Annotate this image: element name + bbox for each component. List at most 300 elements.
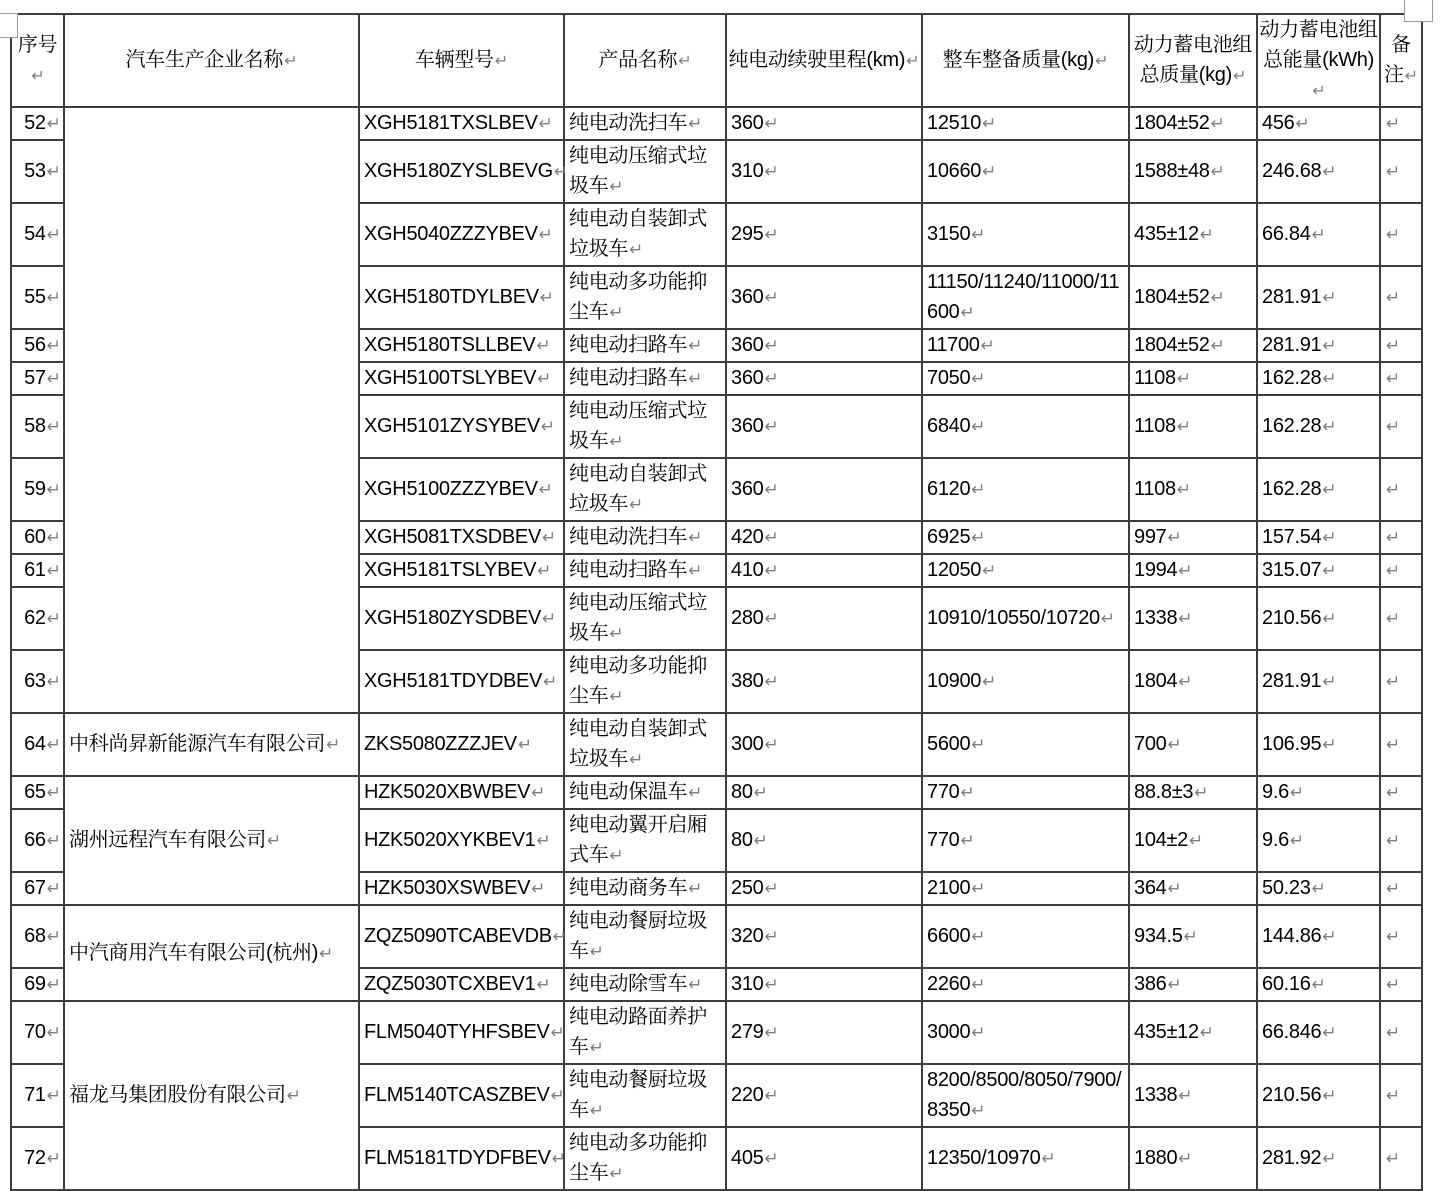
cell-electric-range[interactable]: 420↵ [726,521,922,554]
cell-vehicle-model[interactable]: XGH5101ZYSYBEV↵ [359,395,564,458]
cell-product-name[interactable]: 纯电动自装卸式垃圾车↵ [564,203,726,266]
table-row-70 [11,1001,1422,1064]
end-of-cell-mark: ↵ [46,879,61,899]
cell-vehicle-model[interactable]: XGH5181TSLYBEV↵ [359,554,564,587]
cell-vehicle-model[interactable]: XGH5181TXSLBEV↵ [359,107,564,140]
cell-curb-weight[interactable]: 10910/10550/10720↵ [922,587,1129,650]
cell-battery-mass[interactable]: 386↵ [1129,968,1257,1001]
end-of-cell-mark: ↵ [764,927,779,947]
cell-product-name[interactable]: 纯电动多功能抑尘车↵ [564,650,726,713]
cell-remark[interactable] [1380,809,1422,872]
end-of-cell-mark: ↵ [764,528,779,548]
cell-electric-range[interactable]: 360↵ [726,107,922,140]
cell-vehicle-model[interactable]: FLM5040TYHFSBEV↵ [359,1001,564,1064]
column-header-model[interactable]: 车辆型号↵ [359,14,564,107]
end-of-cell-mark: ↵ [494,51,509,70]
cell-remark[interactable] [1380,905,1422,968]
cell-company-name[interactable]: 湖州远程汽车有限公司↵ [64,776,359,905]
cell-product-name[interactable]: 纯电动扫路车↵ [564,362,726,395]
cell-serial-number[interactable]: 59↵ [11,458,64,521]
end-of-cell-mark: ↵ [589,1101,604,1121]
cell-vehicle-model[interactable]: FLM5181TDYDFBEV↵ [359,1127,564,1190]
end-of-cell-mark: ↵ [1386,735,1401,755]
end-of-cell-mark: ↵ [538,225,553,245]
cell-product-name[interactable]: 纯电动商务车↵ [564,872,726,905]
cell-curb-weight[interactable]: 11700↵ [922,329,1129,362]
end-of-cell-mark: ↵ [1199,1023,1215,1043]
cell-company-name[interactable]: 中科尚昇新能源汽车有限公司↵ [64,713,359,776]
end-of-cell-mark: ↵ [764,480,779,500]
cell-serial-number[interactable]: 70↵ [11,1001,64,1064]
cell-battery-mass[interactable]: 1338↵ [1129,587,1257,650]
end-of-cell-mark: ↵ [1322,162,1337,182]
end-of-cell-mark: ↵ [46,831,61,851]
cell-product-name[interactable]: 纯电动自装卸式垃圾车↵ [564,458,726,521]
cell-product-name[interactable]: 纯电动路面养护车↵ [564,1001,726,1064]
end-of-cell-mark: ↵ [46,1149,61,1169]
cell-serial-number[interactable]: 52↵ [11,107,64,140]
end-of-cell-mark: ↵ [552,927,568,947]
cell-electric-range[interactable]: 280↵ [726,587,922,650]
end-of-cell-mark: ↵ [1289,783,1305,803]
cell-vehicle-model[interactable]: XGH5100TSLYBEV↵ [359,362,564,395]
cell-vehicle-model[interactable]: HZK5030XSWBEV↵ [359,872,564,905]
cell-electric-range[interactable]: 220↵ [726,1064,922,1127]
end-of-cell-mark: ↵ [971,417,986,437]
end-of-cell-mark: ↵ [1178,561,1193,581]
end-of-cell-mark: ↵ [284,51,298,70]
cell-vehicle-model[interactable]: XGH5081TXSDBEV↵ [359,521,564,554]
cell-battery-energy[interactable]: 157.54↵ [1257,521,1380,554]
end-of-cell-mark: ↵ [1167,879,1182,899]
cell-battery-energy[interactable]: 246.68↵ [1257,140,1380,203]
end-of-cell-mark: ↵ [688,783,703,803]
cell-vehicle-model[interactable]: XGH5100ZZZYBEV↵ [359,458,564,521]
cell-serial-number[interactable]: 67↵ [11,872,64,905]
cell-curb-weight[interactable]: 3000↵ [922,1001,1129,1064]
cell-battery-mass[interactable]: 1804±52↵ [1129,107,1257,140]
cell-company-name[interactable] [64,107,359,713]
end-of-cell-mark: ↵ [1386,831,1401,851]
cell-electric-range[interactable]: 360↵ [726,329,922,362]
end-of-cell-mark: ↵ [971,1101,986,1121]
cell-battery-energy[interactable]: 60.16↵ [1257,968,1380,1001]
column-header-curb_weight_kg[interactable]: 整车整备质量(kg)↵ [922,14,1129,107]
cell-curb-weight[interactable]: 12350/10970↵ [922,1127,1129,1190]
cell-battery-energy[interactable]: 162.28↵ [1257,458,1380,521]
cell-battery-energy[interactable]: 66.84↵ [1257,203,1380,266]
cell-battery-energy[interactable]: 210.56↵ [1257,587,1380,650]
cell-curb-weight[interactable]: 7050↵ [922,362,1129,395]
end-of-cell-mark: ↵ [1322,672,1337,692]
end-of-cell-mark: ↵ [1322,480,1337,500]
cell-vehicle-model[interactable]: XGH5180ZYSLBEVG↵ [359,140,564,203]
end-of-cell-mark: ↵ [1095,51,1109,70]
cell-product-name[interactable]: 纯电动多功能抑尘车↵ [564,1127,726,1190]
cell-vehicle-model[interactable]: FLM5140TCASZBEV↵ [359,1064,564,1127]
cell-remark[interactable] [1380,1127,1422,1190]
vehicle-catalog-table-wrap [10,13,1423,1191]
cell-curb-weight[interactable]: 10660↵ [922,140,1129,203]
table-resize-handle[interactable] [1404,0,1433,22]
end-of-cell-mark: ↵ [46,114,61,134]
cell-battery-mass[interactable]: 1804↵ [1129,650,1257,713]
end-of-cell-mark: ↵ [1386,879,1401,899]
end-of-cell-mark: ↵ [1199,225,1215,245]
cell-battery-energy[interactable]: 315.07↵ [1257,554,1380,587]
cell-serial-number[interactable]: 55↵ [11,266,64,329]
end-of-cell-mark: ↵ [764,1023,779,1043]
end-of-cell-mark: ↵ [537,561,552,581]
cell-electric-range[interactable]: 360↵ [726,458,922,521]
cell-serial-number[interactable]: 71↵ [11,1064,64,1127]
column-header-battery_energy_kwh[interactable]: 动力蓄电池组 总能量(kWh)↵ [1257,14,1380,107]
end-of-cell-mark: ↵ [1210,336,1225,356]
end-of-cell-mark: ↵ [1322,528,1337,548]
cell-curb-weight[interactable]: 3150↵ [922,203,1129,266]
cell-remark[interactable] [1380,650,1422,713]
cell-remark[interactable] [1380,713,1422,776]
cell-battery-mass[interactable]: 997↵ [1129,521,1257,554]
cell-remark[interactable] [1380,776,1422,809]
cell-battery-energy[interactable]: 50.23↵ [1257,872,1380,905]
cell-remark[interactable] [1380,968,1422,1001]
cell-battery-energy[interactable]: 66.846↵ [1257,1001,1380,1064]
cell-electric-range[interactable]: 360↵ [726,362,922,395]
cell-battery-energy[interactable]: 456↵ [1257,107,1380,140]
cell-electric-range[interactable]: 380↵ [726,650,922,713]
end-of-cell-mark: ↵ [629,750,644,770]
cell-battery-mass[interactable]: 1108↵ [1129,395,1257,458]
cell-battery-mass[interactable]: 1804±52↵ [1129,329,1257,362]
cell-remark[interactable] [1380,521,1422,554]
end-of-cell-mark: ↵ [1386,369,1401,389]
cell-vehicle-model[interactable]: ZQZ5030TCXBEV1↵ [359,968,564,1001]
cell-electric-range[interactable]: 250↵ [726,872,922,905]
end-of-cell-mark: ↵ [629,240,644,260]
cell-company-name[interactable]: 中汽商用汽车有限公司(杭州)↵ [64,905,359,1001]
end-of-cell-mark: ↵ [609,177,624,197]
header-row [11,14,1422,107]
cell-vehicle-model[interactable]: XGH5180TSLLBEV↵ [359,329,564,362]
table-move-handle[interactable] [0,13,18,38]
end-of-cell-mark: ↵ [1386,480,1401,500]
cell-remark[interactable] [1380,203,1422,266]
cell-curb-weight[interactable]: 12050↵ [922,554,1129,587]
column-header-range_km[interactable]: 纯电动续驶里程(km)↵ [726,14,922,107]
cell-electric-range[interactable]: 279↵ [726,1001,922,1064]
end-of-cell-mark: ↵ [1386,1023,1401,1043]
end-of-cell-mark: ↵ [688,369,703,389]
cell-vehicle-model[interactable]: XGH5181TDYDBEV↵ [359,650,564,713]
cell-remark[interactable] [1380,395,1422,458]
cell-curb-weight[interactable]: 6600↵ [922,905,1129,968]
end-of-cell-mark: ↵ [46,225,61,245]
cell-battery-energy[interactable]: 281.91↵ [1257,650,1380,713]
cell-vehicle-model[interactable]: XGH5180ZYSDBEV↵ [359,587,564,650]
cell-electric-range[interactable]: 405↵ [726,1127,922,1190]
end-of-cell-mark: ↵ [688,336,703,356]
cell-battery-energy[interactable]: 281.91↵ [1257,329,1380,362]
end-of-cell-mark: ↵ [538,480,553,500]
end-of-cell-mark: ↵ [46,561,61,581]
cell-serial-number[interactable]: 62↵ [11,587,64,650]
cell-battery-mass[interactable]: 1588±48↵ [1129,140,1257,203]
end-of-cell-mark: ↵ [1311,879,1326,899]
cell-battery-energy[interactable]: 162.28↵ [1257,362,1380,395]
end-of-cell-mark: ↵ [764,975,779,995]
end-of-cell-mark: ↵ [609,303,624,323]
cell-serial-number[interactable]: 60↵ [11,521,64,554]
end-of-cell-mark: ↵ [1322,369,1337,389]
cell-battery-mass[interactable]: 1804±52↵ [1129,266,1257,329]
end-of-cell-mark: ↵ [553,162,569,182]
end-of-cell-mark: ↵ [46,369,61,389]
cell-battery-energy[interactable]: 9.6↵ [1257,776,1380,809]
cell-product-name[interactable]: 纯电动多功能抑尘车↵ [564,266,726,329]
end-of-cell-mark: ↵ [46,288,61,308]
cell-battery-energy[interactable]: 106.95↵ [1257,713,1380,776]
end-of-cell-mark: ↵ [550,1023,565,1043]
cell-battery-mass[interactable]: 104±2↵ [1129,809,1257,872]
cell-electric-range[interactable]: 320↵ [726,905,922,968]
end-of-cell-mark: ↵ [764,369,779,389]
cell-battery-mass[interactable]: 1994↵ [1129,554,1257,587]
cell-curb-weight[interactable]: 12510↵ [922,107,1129,140]
end-of-cell-mark: ↵ [1178,1149,1193,1169]
cell-remark[interactable] [1380,107,1422,140]
cell-vehicle-model[interactable]: XGH5180TDYLBEV↵ [359,266,564,329]
end-of-cell-mark: ↵ [1386,114,1401,134]
cell-product-name[interactable]: 纯电动压缩式垃圾车↵ [564,140,726,203]
table-row-65 [11,776,1422,809]
cell-vehicle-model[interactable]: HZK5020XBWBEV↵ [359,776,564,809]
cell-vehicle-model[interactable]: XGH5040ZZZYBEV↵ [359,203,564,266]
cell-product-name[interactable]: 纯电动压缩式垃圾车↵ [564,587,726,650]
end-of-cell-mark: ↵ [46,528,61,548]
end-of-cell-mark: ↵ [536,831,551,851]
end-of-cell-mark: ↵ [1176,369,1192,389]
cell-curb-weight[interactable]: 6120↵ [922,458,1129,521]
end-of-cell-mark: ↵ [1311,975,1326,995]
cell-battery-mass[interactable]: 435±12↵ [1129,1001,1257,1064]
cell-remark[interactable] [1380,1064,1422,1127]
cell-electric-range[interactable]: 310↵ [726,140,922,203]
cell-electric-range[interactable]: 410↵ [726,554,922,587]
end-of-cell-mark: ↵ [753,831,768,851]
cell-product-name[interactable]: 纯电动翼开启厢式车↵ [564,809,726,872]
cell-remark[interactable] [1380,1001,1422,1064]
cell-remark[interactable] [1380,554,1422,587]
cell-serial-number[interactable]: 56↵ [11,329,64,362]
end-of-cell-mark: ↵ [1100,609,1116,629]
cell-electric-range[interactable]: 310↵ [726,968,922,1001]
cell-battery-mass[interactable]: 88.8±3↵ [1129,776,1257,809]
end-of-cell-mark: ↵ [1167,975,1182,995]
cell-curb-weight[interactable]: 10900↵ [922,650,1129,713]
cell-battery-mass[interactable]: 1880↵ [1129,1127,1257,1190]
end-of-cell-mark: ↵ [1386,609,1401,629]
cell-curb-weight[interactable]: 5600↵ [922,713,1129,776]
cell-remark[interactable] [1380,872,1422,905]
end-of-cell-mark: ↵ [531,783,546,803]
cell-battery-mass[interactable]: 364↵ [1129,872,1257,905]
cell-battery-mass[interactable]: 1108↵ [1129,458,1257,521]
column-header-company[interactable]: 汽车生产企业名称↵ [64,14,359,107]
end-of-cell-mark: ↵ [971,927,986,947]
cell-serial-number[interactable]: 63↵ [11,650,64,713]
end-of-cell-mark: ↵ [764,336,779,356]
end-of-cell-mark: ↵ [960,831,975,851]
end-of-cell-mark: ↵ [1311,225,1326,245]
cell-curb-weight[interactable]: 2100↵ [922,872,1129,905]
end-of-cell-mark: ↵ [960,303,975,323]
end-of-cell-mark: ↵ [46,609,61,629]
end-of-cell-mark: ↵ [1322,609,1337,629]
cell-serial-number[interactable]: 64↵ [11,713,64,776]
cell-product-name[interactable]: 纯电动除雪车↵ [564,968,726,1001]
cell-serial-number[interactable]: 65↵ [11,776,64,809]
cell-serial-number[interactable]: 72↵ [11,1127,64,1190]
end-of-cell-mark: ↵ [540,417,556,437]
cell-vehicle-model[interactable]: ZQZ5090TCABEVDB↵ [359,905,564,968]
cell-battery-energy[interactable]: 144.86↵ [1257,905,1380,968]
vehicle-catalog-table [10,13,1423,1191]
end-of-cell-mark: ↵ [1176,480,1192,500]
end-of-cell-mark: ↵ [1176,417,1192,437]
cell-electric-range[interactable]: 80↵ [726,809,922,872]
cell-battery-energy[interactable]: 210.56↵ [1257,1064,1380,1127]
cell-product-name[interactable]: 纯电动保温车↵ [564,776,726,809]
end-of-cell-mark: ↵ [538,114,553,134]
cell-electric-range[interactable]: 360↵ [726,266,922,329]
cell-vehicle-model[interactable]: ZKS5080ZZZJEV↵ [359,713,564,776]
end-of-cell-mark: ↵ [764,609,779,629]
cell-battery-mass[interactable]: 934.5↵ [1129,905,1257,968]
end-of-cell-mark: ↵ [1188,831,1204,851]
cell-curb-weight[interactable]: 770↵ [922,809,1129,872]
end-of-cell-mark: ↵ [971,735,986,755]
column-header-remark[interactable]: 备注↵ [1380,14,1422,107]
cell-serial-number[interactable]: 57↵ [11,362,64,395]
end-of-cell-mark: ↵ [960,783,975,803]
cell-serial-number[interactable]: 66↵ [11,809,64,872]
end-of-cell-mark: ↵ [589,942,604,962]
cell-serial-number[interactable]: 53↵ [11,140,64,203]
cell-remark[interactable] [1380,329,1422,362]
cell-battery-mass[interactable]: 435±12↵ [1129,203,1257,266]
end-of-cell-mark: ↵ [1322,1023,1337,1043]
end-of-cell-mark: ↵ [982,114,997,134]
column-header-no[interactable]: 序号↵ [11,14,64,107]
end-of-cell-mark: ↵ [1178,1086,1193,1106]
cell-curb-weight[interactable]: 770↵ [922,776,1129,809]
end-of-cell-mark: ↵ [537,369,552,389]
end-of-cell-mark: ↵ [764,114,779,134]
cell-product-name[interactable]: 纯电动餐厨垃圾车↵ [564,1064,726,1127]
cell-battery-mass[interactable]: 1108↵ [1129,362,1257,395]
end-of-cell-mark: ↵ [517,735,533,755]
cell-remark[interactable] [1380,140,1422,203]
end-of-cell-mark: ↵ [1167,735,1182,755]
cell-company-name[interactable]: 福龙马集团股份有限公司↵ [64,1001,359,1190]
end-of-cell-mark: ↵ [46,1023,61,1043]
end-of-cell-mark: ↵ [1386,672,1401,692]
cell-serial-number[interactable]: 61↵ [11,554,64,587]
cell-serial-number[interactable]: 68↵ [11,905,64,968]
cell-vehicle-model[interactable]: HZK5020XYKBEV1↵ [359,809,564,872]
end-of-cell-mark: ↵ [1312,81,1326,100]
end-of-cell-mark: ↵ [1322,927,1337,947]
end-of-cell-mark: ↵ [326,735,341,755]
end-of-cell-mark: ↵ [1322,735,1337,755]
end-of-cell-mark: ↵ [46,336,61,356]
end-of-cell-mark: ↵ [1386,225,1401,245]
cell-remark[interactable] [1380,266,1422,329]
cell-battery-energy[interactable]: 162.28↵ [1257,395,1380,458]
cell-product-name[interactable]: 纯电动自装卸式垃圾车↵ [564,713,726,776]
column-header-product[interactable]: 产品名称↵ [564,14,726,107]
cell-battery-energy[interactable]: 281.92↵ [1257,1127,1380,1190]
cell-serial-number[interactable]: 69↵ [11,968,64,1001]
cell-electric-range[interactable]: 295↵ [726,203,922,266]
cell-battery-energy[interactable]: 9.6↵ [1257,809,1380,872]
cell-electric-range[interactable]: 300↵ [726,713,922,776]
end-of-cell-mark: ↵ [1210,288,1225,308]
cell-serial-number[interactable]: 58↵ [11,395,64,458]
end-of-cell-mark: ↵ [1386,927,1401,947]
cell-product-name[interactable]: 纯电动扫路车↵ [564,554,726,587]
end-of-cell-mark: ↵ [764,417,779,437]
cell-product-name[interactable]: 纯电动洗扫车↵ [564,521,726,554]
cell-battery-mass[interactable]: 1338↵ [1129,1064,1257,1127]
end-of-cell-mark: ↵ [542,609,557,629]
cell-product-name[interactable]: 纯电动餐厨垃圾车↵ [564,905,726,968]
end-of-cell-mark: ↵ [971,369,986,389]
end-of-cell-mark: ↵ [1386,528,1401,548]
end-of-cell-mark: ↵ [1210,162,1225,182]
column-header-battery_mass_kg[interactable]: 动力蓄电池组 总质量(kg)↵ [1129,14,1257,107]
table-row-68 [11,905,1422,968]
cell-electric-range[interactable]: 80↵ [726,776,922,809]
end-of-cell-mark: ↵ [982,561,997,581]
cell-curb-weight[interactable]: 6925↵ [922,521,1129,554]
cell-product-name[interactable]: 纯电动扫路车↵ [564,329,726,362]
end-of-cell-mark: ↵ [1322,336,1337,356]
cell-product-name[interactable]: 纯电动洗扫车↵ [564,107,726,140]
cell-battery-mass[interactable]: 700↵ [1129,713,1257,776]
cell-curb-weight[interactable]: 2260↵ [922,968,1129,1001]
end-of-cell-mark: ↵ [982,162,997,182]
cell-battery-energy[interactable]: 281.91↵ [1257,266,1380,329]
cell-remark[interactable] [1380,362,1422,395]
cell-curb-weight[interactable]: 6840↵ [922,395,1129,458]
cell-serial-number[interactable]: 54↵ [11,203,64,266]
cell-remark[interactable] [1380,587,1422,650]
cell-product-name[interactable]: 纯电动压缩式垃圾车↵ [564,395,726,458]
end-of-cell-mark: ↵ [319,943,334,964]
cell-curb-weight[interactable]: 11150/11240/11000/11600↵ [922,266,1129,329]
end-of-cell-mark: ↵ [539,288,555,308]
end-of-cell-mark: ↵ [764,561,779,581]
end-of-cell-mark: ↵ [906,51,920,70]
end-of-cell-mark: ↵ [688,879,703,899]
end-of-cell-mark: ↵ [971,225,986,245]
end-of-cell-mark: ↵ [1194,783,1209,803]
cell-electric-range[interactable]: 360↵ [726,395,922,458]
cell-remark[interactable] [1380,458,1422,521]
cell-curb-weight[interactable]: 8200/8500/8050/7900/8350↵ [922,1064,1129,1127]
